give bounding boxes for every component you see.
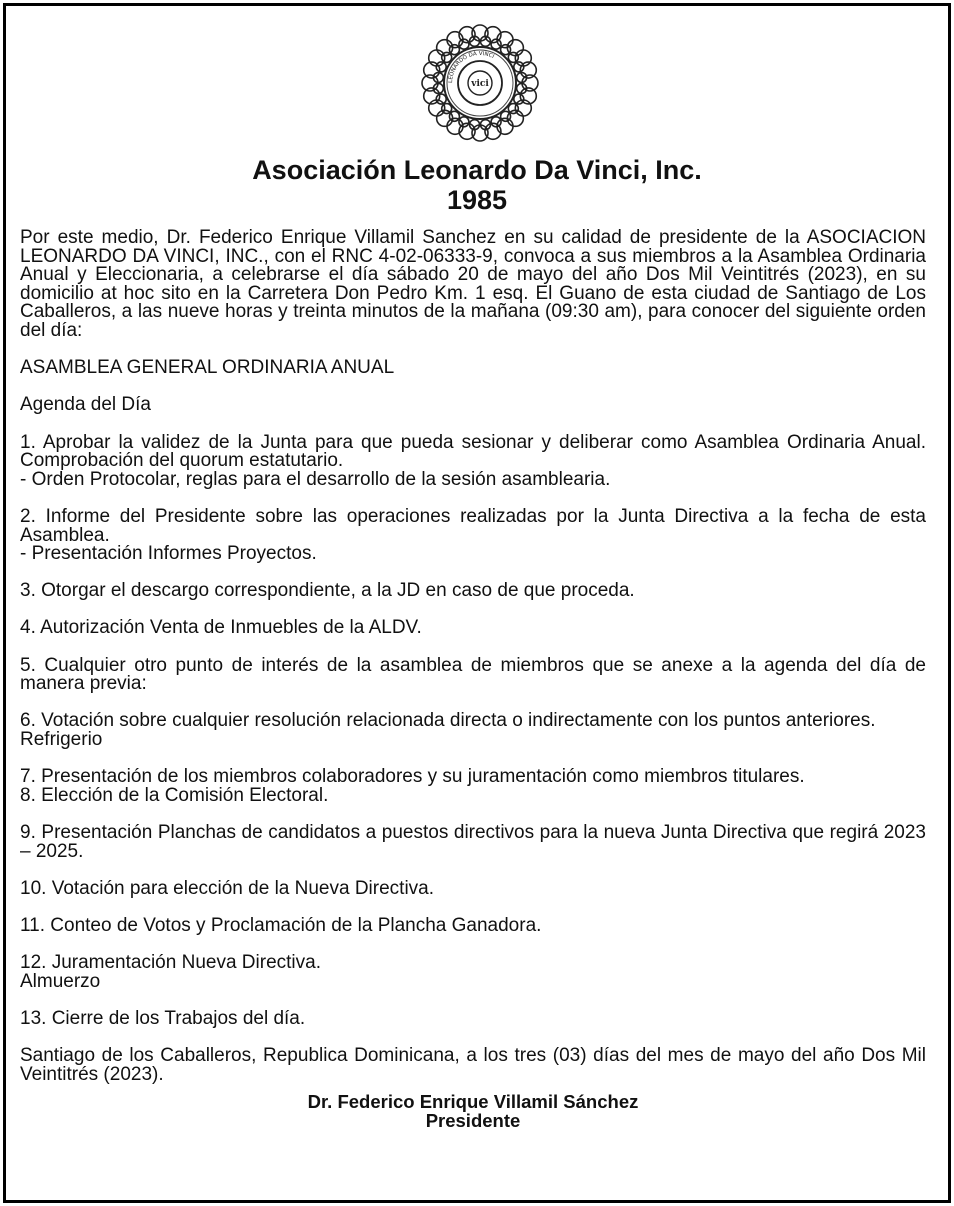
signature-name: Dr. Federico Enrique Villamil Sánchez xyxy=(307,1091,639,1113)
seal-petal-inner xyxy=(491,117,501,127)
agenda-item-9: 9. Presentación Planchas de candidatos a puestos directivos para la nueva Junta Directiva que regirá 2023 – 2025. xyxy=(20,822,926,862)
seal-center-text: vici xyxy=(471,79,489,89)
agenda-item-5: 5. Cualquier otro punto de interés de la asamblea de miembros que se anexe a la agenda del día de manera previa: xyxy=(20,654,926,695)
seal-petal-inner xyxy=(436,62,446,72)
seal-petal-inner xyxy=(514,62,524,72)
agenda-heading: Agenda del Día xyxy=(20,394,151,416)
page-title: Asociación Leonardo Da Vinci, Inc. xyxy=(252,155,702,185)
agenda-item-12: 12. Juramentación Nueva Directiva. xyxy=(20,952,321,974)
founding-year: 1985 xyxy=(446,185,508,215)
agenda-item-2: 2. Informe del Presidente sobre las operaciones realizadas por la Junta Directiva a la fecha de esta Asamblea. xyxy=(20,505,926,546)
break-refreshment: Refrigerio xyxy=(20,729,103,751)
seal-petal-inner xyxy=(459,117,469,127)
agenda-item-2-sub: - Presentación Informes Proyectos. xyxy=(20,543,317,565)
notice-body xyxy=(20,229,926,1131)
agenda-item-13: 13. Cierre de los Trabajos del día. xyxy=(20,1007,306,1029)
agenda-item-6: 6. Votación sobre cualquier resolución relacionada directa o indirectamente con los puntos anteriores. xyxy=(20,710,876,732)
break-lunch: Almuerzo xyxy=(20,970,101,992)
agenda-item-7: 7. Presentación de los miembros colaboradores y su juramentación como miembros titulares. xyxy=(20,766,805,788)
agenda-item-10: 10. Votación para elección de la Nueva Directiva. xyxy=(20,877,435,899)
seal-petal-inner xyxy=(436,94,446,104)
intro-paragraph: Por este medio, Dr. Federico Enrique Villamil Sanchez en su calidad de presidente de la ASOCIACION LEONARDO DA VINCI, INC., con el RNC 4-02-06333-9, convoca a sus miembros a la Asamblea Ordinaria Anual y Eleccionaria, a celebrarse el día sábado 20 de mayo del año Dos Mil Veintitrés (2023), en su domicilio at hoc sito en la Carretera Don Pedro Km. 1 esq. El Guano de esta ciudad de Santiago de Los Caballeros, a las nueve horas y treinta minutos de la mañana (09:30 am), para conocer del siguiente orden del día: xyxy=(20,227,926,341)
closing-paragraph: Santiago de los Caballeros, Republica Dominicana, a los tres (03) días del mes de mayo del año Dos Mil Veintitrés (2023). xyxy=(20,1045,926,1085)
agenda-item-11: 11. Conteo de Votos y Proclamación de la Plancha Ganadora. xyxy=(20,914,542,936)
agenda-item-8: 8. Elección de la Comisión Electoral. xyxy=(20,784,329,806)
agenda-item-4: 4. Autorización Venta de Inmuebles de la ALDV. xyxy=(20,617,422,639)
agenda-item-1: 1. Aprobar la validez de la Junta para que pueda sesionar y deliberar como Asamblea Ordinaria Anual. Comprobación del quorum estatutario. xyxy=(20,431,926,472)
signature-role: Presidente xyxy=(425,1109,521,1131)
agenda-item-1-sub: - Orden Protocolar, reglas para el desarrollo de la sesión asamblearia. xyxy=(20,468,611,490)
assembly-heading: ASAMBLEA GENERAL ORDINARIA ANUAL xyxy=(20,357,395,379)
seal-petal-inner xyxy=(514,94,524,104)
seal-petal-inner xyxy=(491,39,501,49)
association-seal-icon xyxy=(417,20,543,146)
seal-ring-text: LEONARDO DA VINCI xyxy=(447,50,495,84)
seal-petal-inner xyxy=(459,39,469,49)
agenda-item-3: 3. Otorgar el descargo correspondiente, a la JD en caso de que proceda. xyxy=(20,580,635,602)
